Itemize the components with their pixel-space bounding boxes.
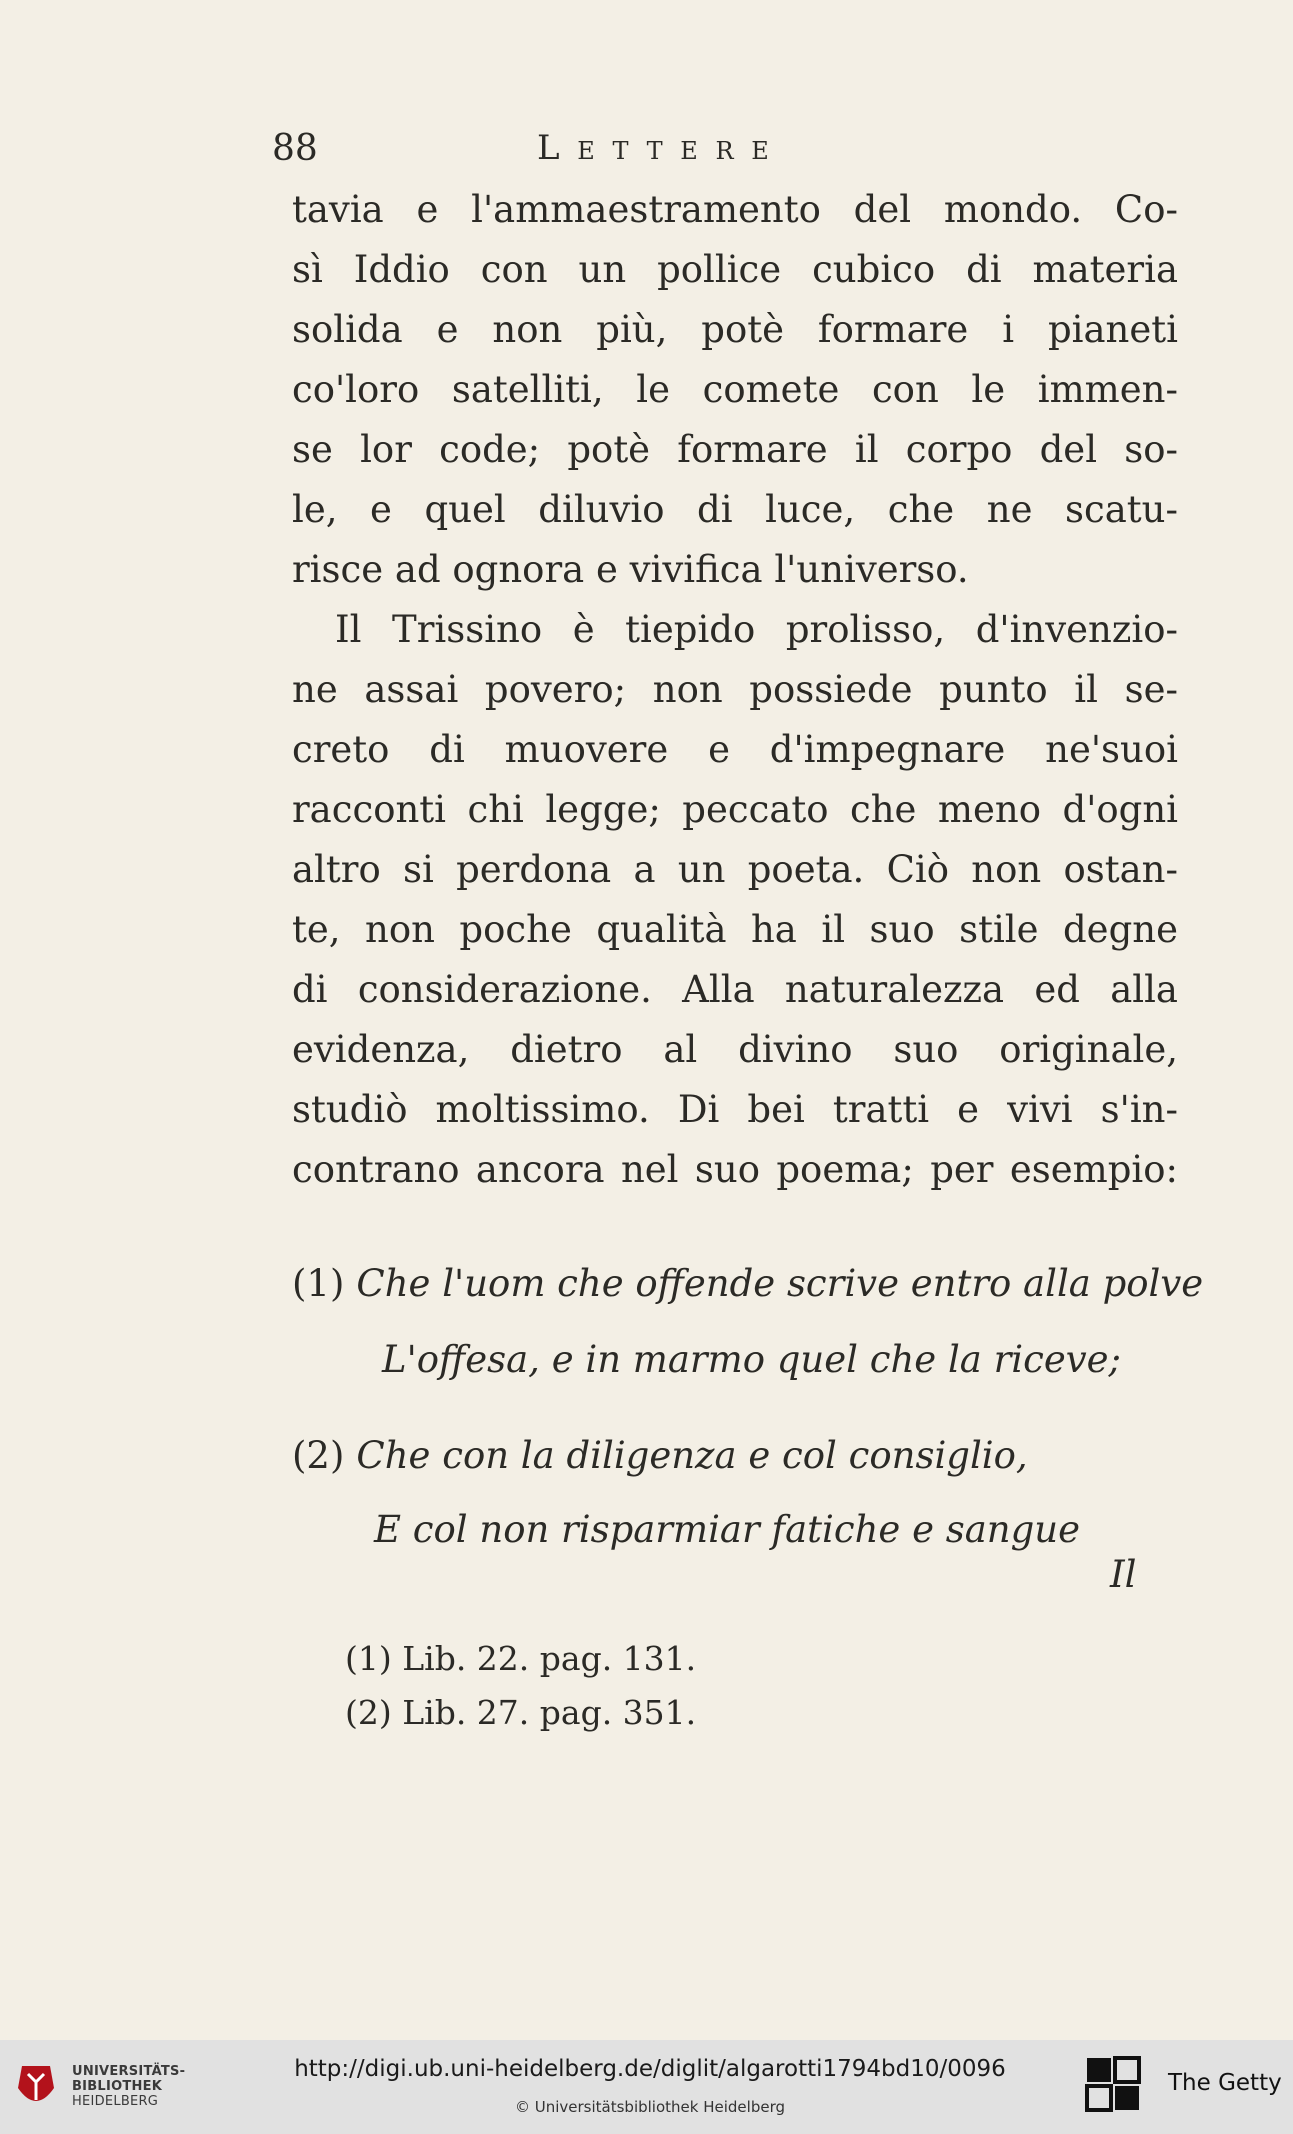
university-seal-icon bbox=[14, 2062, 58, 2114]
page-number: 88 bbox=[272, 128, 318, 169]
verse-line bbox=[292, 1254, 1203, 1314]
library-name-line: HEIDELBERG bbox=[72, 2094, 159, 2109]
body-line: ne assai povero; non possiede punto il se- bbox=[292, 668, 1178, 711]
body-line: sì Iddio con un pollice cubico di materia bbox=[292, 248, 1178, 291]
body-line: risce ad ognora e vivifica l'universo. bbox=[292, 548, 969, 591]
body-line: solida e non più, potè formare i pianeti bbox=[292, 308, 1178, 351]
body-line: te, non poche qualità ha il suo stile degne bbox=[292, 908, 1178, 951]
body-line: co'loro satelliti, le comete con le immen- bbox=[292, 368, 1178, 411]
running-title: Lettere bbox=[537, 128, 787, 168]
partner-name: The Getty bbox=[1168, 2070, 1282, 2096]
body-line: le, e quel diluvio di luce, che ne scatu- bbox=[292, 488, 1178, 531]
verse-note-ref: (2) bbox=[292, 1434, 345, 1477]
body-line: tavia e l'ammaestramento del mondo. Co- bbox=[292, 188, 1178, 231]
verse-line bbox=[374, 1500, 1080, 1560]
verse-line bbox=[292, 1426, 1028, 1486]
body-line: creto di muovere e d'impegnare ne'suoi bbox=[292, 728, 1178, 771]
body-line: studiò moltissimo. Di bei tratti e vivi s'in- bbox=[292, 1088, 1178, 1131]
catchword: Il bbox=[1110, 1553, 1137, 1596]
verse-note-ref: (1) bbox=[292, 1262, 345, 1305]
body-line: altro si perdona a un poeta. Ciò non ostan- bbox=[292, 848, 1178, 891]
copyright-notice: © Universitätsbibliothek Heidelberg bbox=[514, 2098, 785, 2116]
body-line: Il Trissino è tiepido prolisso, d'invenzio- bbox=[335, 608, 1178, 651]
verse-text: Che con la diligenza e col consiglio, bbox=[356, 1434, 1028, 1477]
library-name-line: BIBLIOTHEK bbox=[72, 2079, 163, 2094]
permalink-url[interactable]: http://digi.ub.uni-heidelberg.de/diglit/algarotti1794bd10/0096 bbox=[294, 2056, 1006, 2082]
verse-text: L'offesa, e in marmo quel che la riceve; bbox=[382, 1338, 1122, 1381]
verse-text: Che l'uom che offende scrive entro alla polve bbox=[356, 1262, 1204, 1305]
getty-logo-icon bbox=[1085, 2056, 1143, 2114]
verse-text: E col non risparmiar fatiche e sangue bbox=[374, 1508, 1081, 1551]
viewer-footer bbox=[0, 2040, 1293, 2134]
library-name-line: UNIVERSITÄTS- bbox=[72, 2064, 186, 2079]
body-line: evidenza, dietro al divino suo originale, bbox=[292, 1028, 1178, 1071]
page-header bbox=[272, 128, 992, 178]
body-line: di considerazione. Alla naturalezza ed alla bbox=[292, 968, 1178, 1011]
footnote: (1) Lib. 22. pag. 131. bbox=[345, 1639, 697, 1678]
body-line: racconti chi legge; peccato che meno d'ogni bbox=[292, 788, 1178, 831]
library-name bbox=[72, 2064, 185, 2109]
body-line: contrano ancora nel suo poema; per esempio: bbox=[292, 1148, 1178, 1191]
verse-line bbox=[382, 1330, 1121, 1390]
footnote: (2) Lib. 27. pag. 351. bbox=[345, 1693, 697, 1732]
body-line: se lor code; potè formare il corpo del so- bbox=[292, 428, 1178, 471]
